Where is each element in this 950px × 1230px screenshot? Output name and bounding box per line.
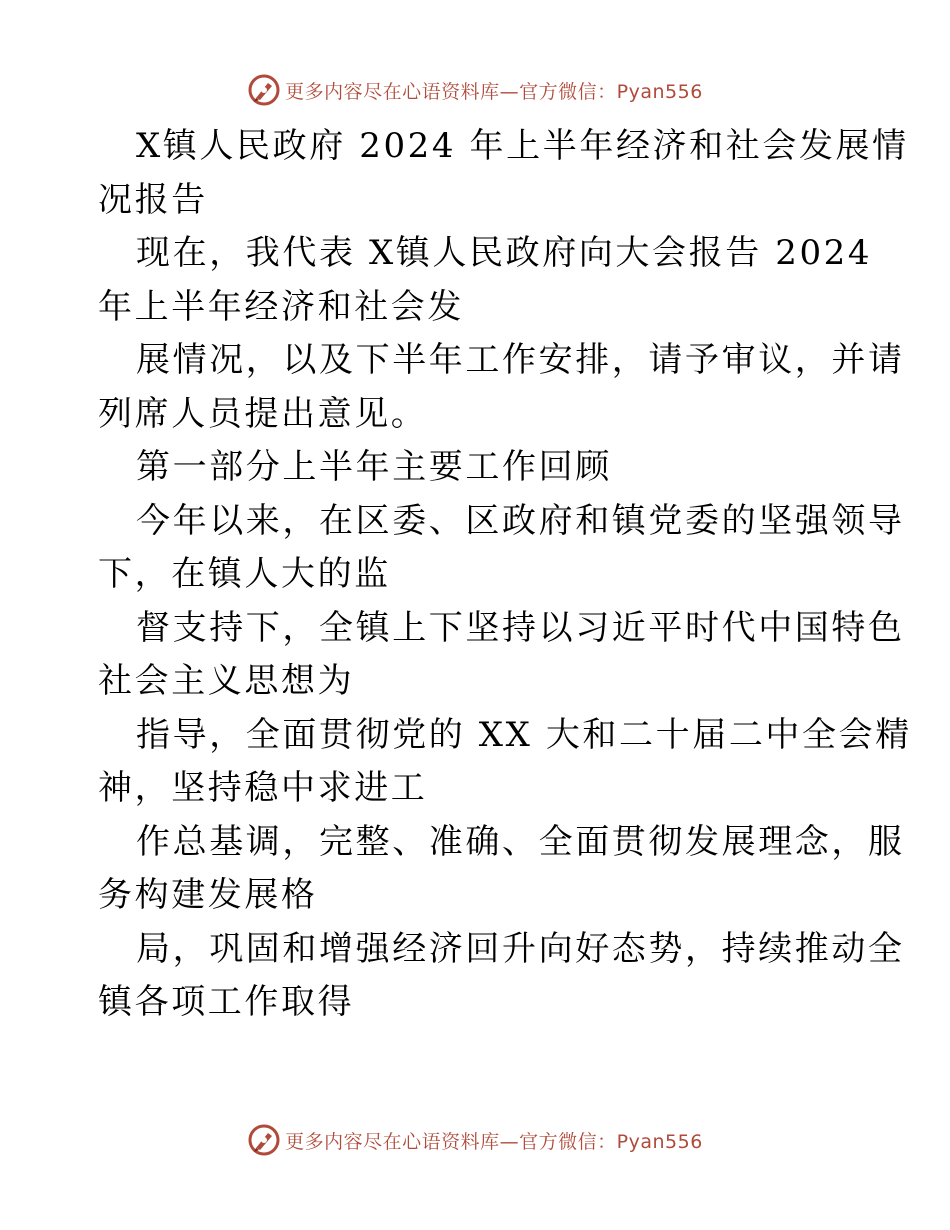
- banner-text: 更多内容尽在心语资料库—官方微信：Pyan556: [285, 1130, 703, 1153]
- banner-text: 更多内容尽在心语资料库—官方微信：Pyan556: [285, 80, 703, 103]
- text-line: 社会主义思想为: [98, 661, 355, 701]
- text-line: 第一部分上半年主要工作回顾: [136, 447, 612, 487]
- footer-banner: [0, 1120, 950, 1160]
- text-line: 下，在镇人大的监: [98, 554, 391, 594]
- text-line: X镇人民政府 2024 年上半年经济和社会发展情: [136, 126, 909, 166]
- header-banner: [0, 70, 950, 110]
- text-line: 展情况，以及下半年工作安排，请予审议，并请: [136, 340, 905, 380]
- pen-logo-icon: [247, 73, 281, 107]
- text-line: 作总基调，完整、准确、全面贯彻发展理念，服: [136, 821, 905, 862]
- text-line: 况报告: [98, 179, 208, 220]
- text-line: 今年以来，在区委、区政府和镇党委的坚强领导: [136, 500, 905, 541]
- text-line: 镇各项工作取得: [98, 982, 355, 1022]
- text-line: 务构建发展格: [98, 875, 318, 915]
- text-line: 指导，全面贯彻党的 XX 大和二十届二中全会精: [136, 714, 912, 755]
- text-line: 列席人员提出意见。: [98, 393, 428, 434]
- document-body: [98, 120, 912, 1030]
- text-line: 年上半年经济和社会发: [98, 286, 464, 327]
- text-line: 局，巩固和增强经济回升向好态势，持续推动全: [136, 928, 905, 969]
- pen-logo-icon: [247, 1123, 281, 1157]
- text-line: 督支持下，全镇上下坚持以习近平时代中国特色: [136, 607, 905, 648]
- text-line: 神，坚持稳中求进工: [98, 768, 428, 808]
- text-line: 现在，我代表 X镇人民政府向大会报告 2024: [136, 233, 873, 273]
